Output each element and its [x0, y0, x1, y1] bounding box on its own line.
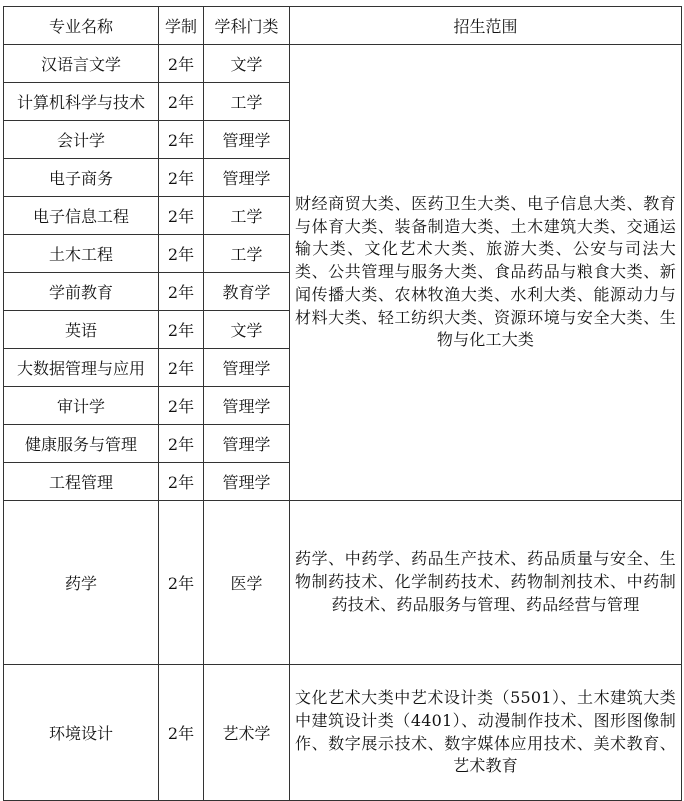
category-cell: 管理学 [204, 425, 290, 463]
major-cell: 电子信息工程 [4, 197, 159, 235]
duration-cell: 2年 [159, 387, 204, 425]
category-cell: 管理学 [204, 463, 290, 501]
table-row [4, 665, 682, 801]
duration-cell: 2年 [159, 45, 204, 83]
category-cell: 艺术学 [204, 665, 290, 801]
header-scope: 招生范围 [290, 7, 682, 45]
header-category: 学科门类 [204, 7, 290, 45]
category-cell: 管理学 [204, 349, 290, 387]
duration-cell: 2年 [159, 273, 204, 311]
major-cell: 健康服务与管理 [4, 425, 159, 463]
duration-cell: 2年 [159, 501, 204, 665]
major-cell: 工程管理 [4, 463, 159, 501]
duration-cell: 2年 [159, 83, 204, 121]
category-cell: 工学 [204, 235, 290, 273]
category-cell: 管理学 [204, 159, 290, 197]
header-duration: 学制 [159, 7, 204, 45]
duration-cell: 2年 [159, 425, 204, 463]
category-cell: 医学 [204, 501, 290, 665]
major-cell: 药学 [4, 501, 159, 665]
scope-cell-design: 文化艺术大类中艺术设计类（5501）、土木建筑大类中建筑设计类（4401）、动漫制作技术、图形图像制作、数字展示技术、数字媒体应用技术、美术教育、艺术教育 [290, 665, 682, 801]
major-cell: 计算机科学与技术 [4, 83, 159, 121]
major-cell: 电子商务 [4, 159, 159, 197]
major-cell: 大数据管理与应用 [4, 349, 159, 387]
scope-cell-general: 财经商贸大类、医药卫生大类、电子信息大类、教育与体育大类、装备制造大类、土木建筑大类、交通运输大类、文化艺术大类、旅游大类、公安与司法大类、公共管理与服务大类、食品药品与粮食大类、新闻传播大类、农林牧渔大类、水利大类、能源动力与材料大类、轻工纺织大类、资源环境与安全大类、生物与化工大类 [290, 45, 682, 501]
category-cell: 管理学 [204, 387, 290, 425]
category-cell: 工学 [204, 83, 290, 121]
major-cell: 学前教育 [4, 273, 159, 311]
scope-cell-pharmacy: 药学、中药学、药品生产技术、药品质量与安全、生物制药技术、化学制药技术、药物制剂技术、中药制药技术、药品服务与管理、药品经营与管理 [290, 501, 682, 665]
major-cell: 汉语言文学 [4, 45, 159, 83]
category-cell: 文学 [204, 45, 290, 83]
duration-cell: 2年 [159, 311, 204, 349]
table-row [4, 501, 682, 665]
duration-cell: 2年 [159, 235, 204, 273]
major-cell: 土木工程 [4, 235, 159, 273]
major-cell: 环境设计 [4, 665, 159, 801]
header-major: 专业名称 [4, 7, 159, 45]
category-cell: 教育学 [204, 273, 290, 311]
duration-cell: 2年 [159, 665, 204, 801]
category-cell: 工学 [204, 197, 290, 235]
category-cell: 管理学 [204, 121, 290, 159]
category-cell: 文学 [204, 311, 290, 349]
major-cell: 英语 [4, 311, 159, 349]
duration-cell: 2年 [159, 159, 204, 197]
table-row [4, 45, 682, 83]
major-cell: 会计学 [4, 121, 159, 159]
duration-cell: 2年 [159, 463, 204, 501]
duration-cell: 2年 [159, 197, 204, 235]
admissions-table [3, 6, 682, 801]
duration-cell: 2年 [159, 121, 204, 159]
major-cell: 审计学 [4, 387, 159, 425]
header-row [4, 7, 682, 45]
duration-cell: 2年 [159, 349, 204, 387]
